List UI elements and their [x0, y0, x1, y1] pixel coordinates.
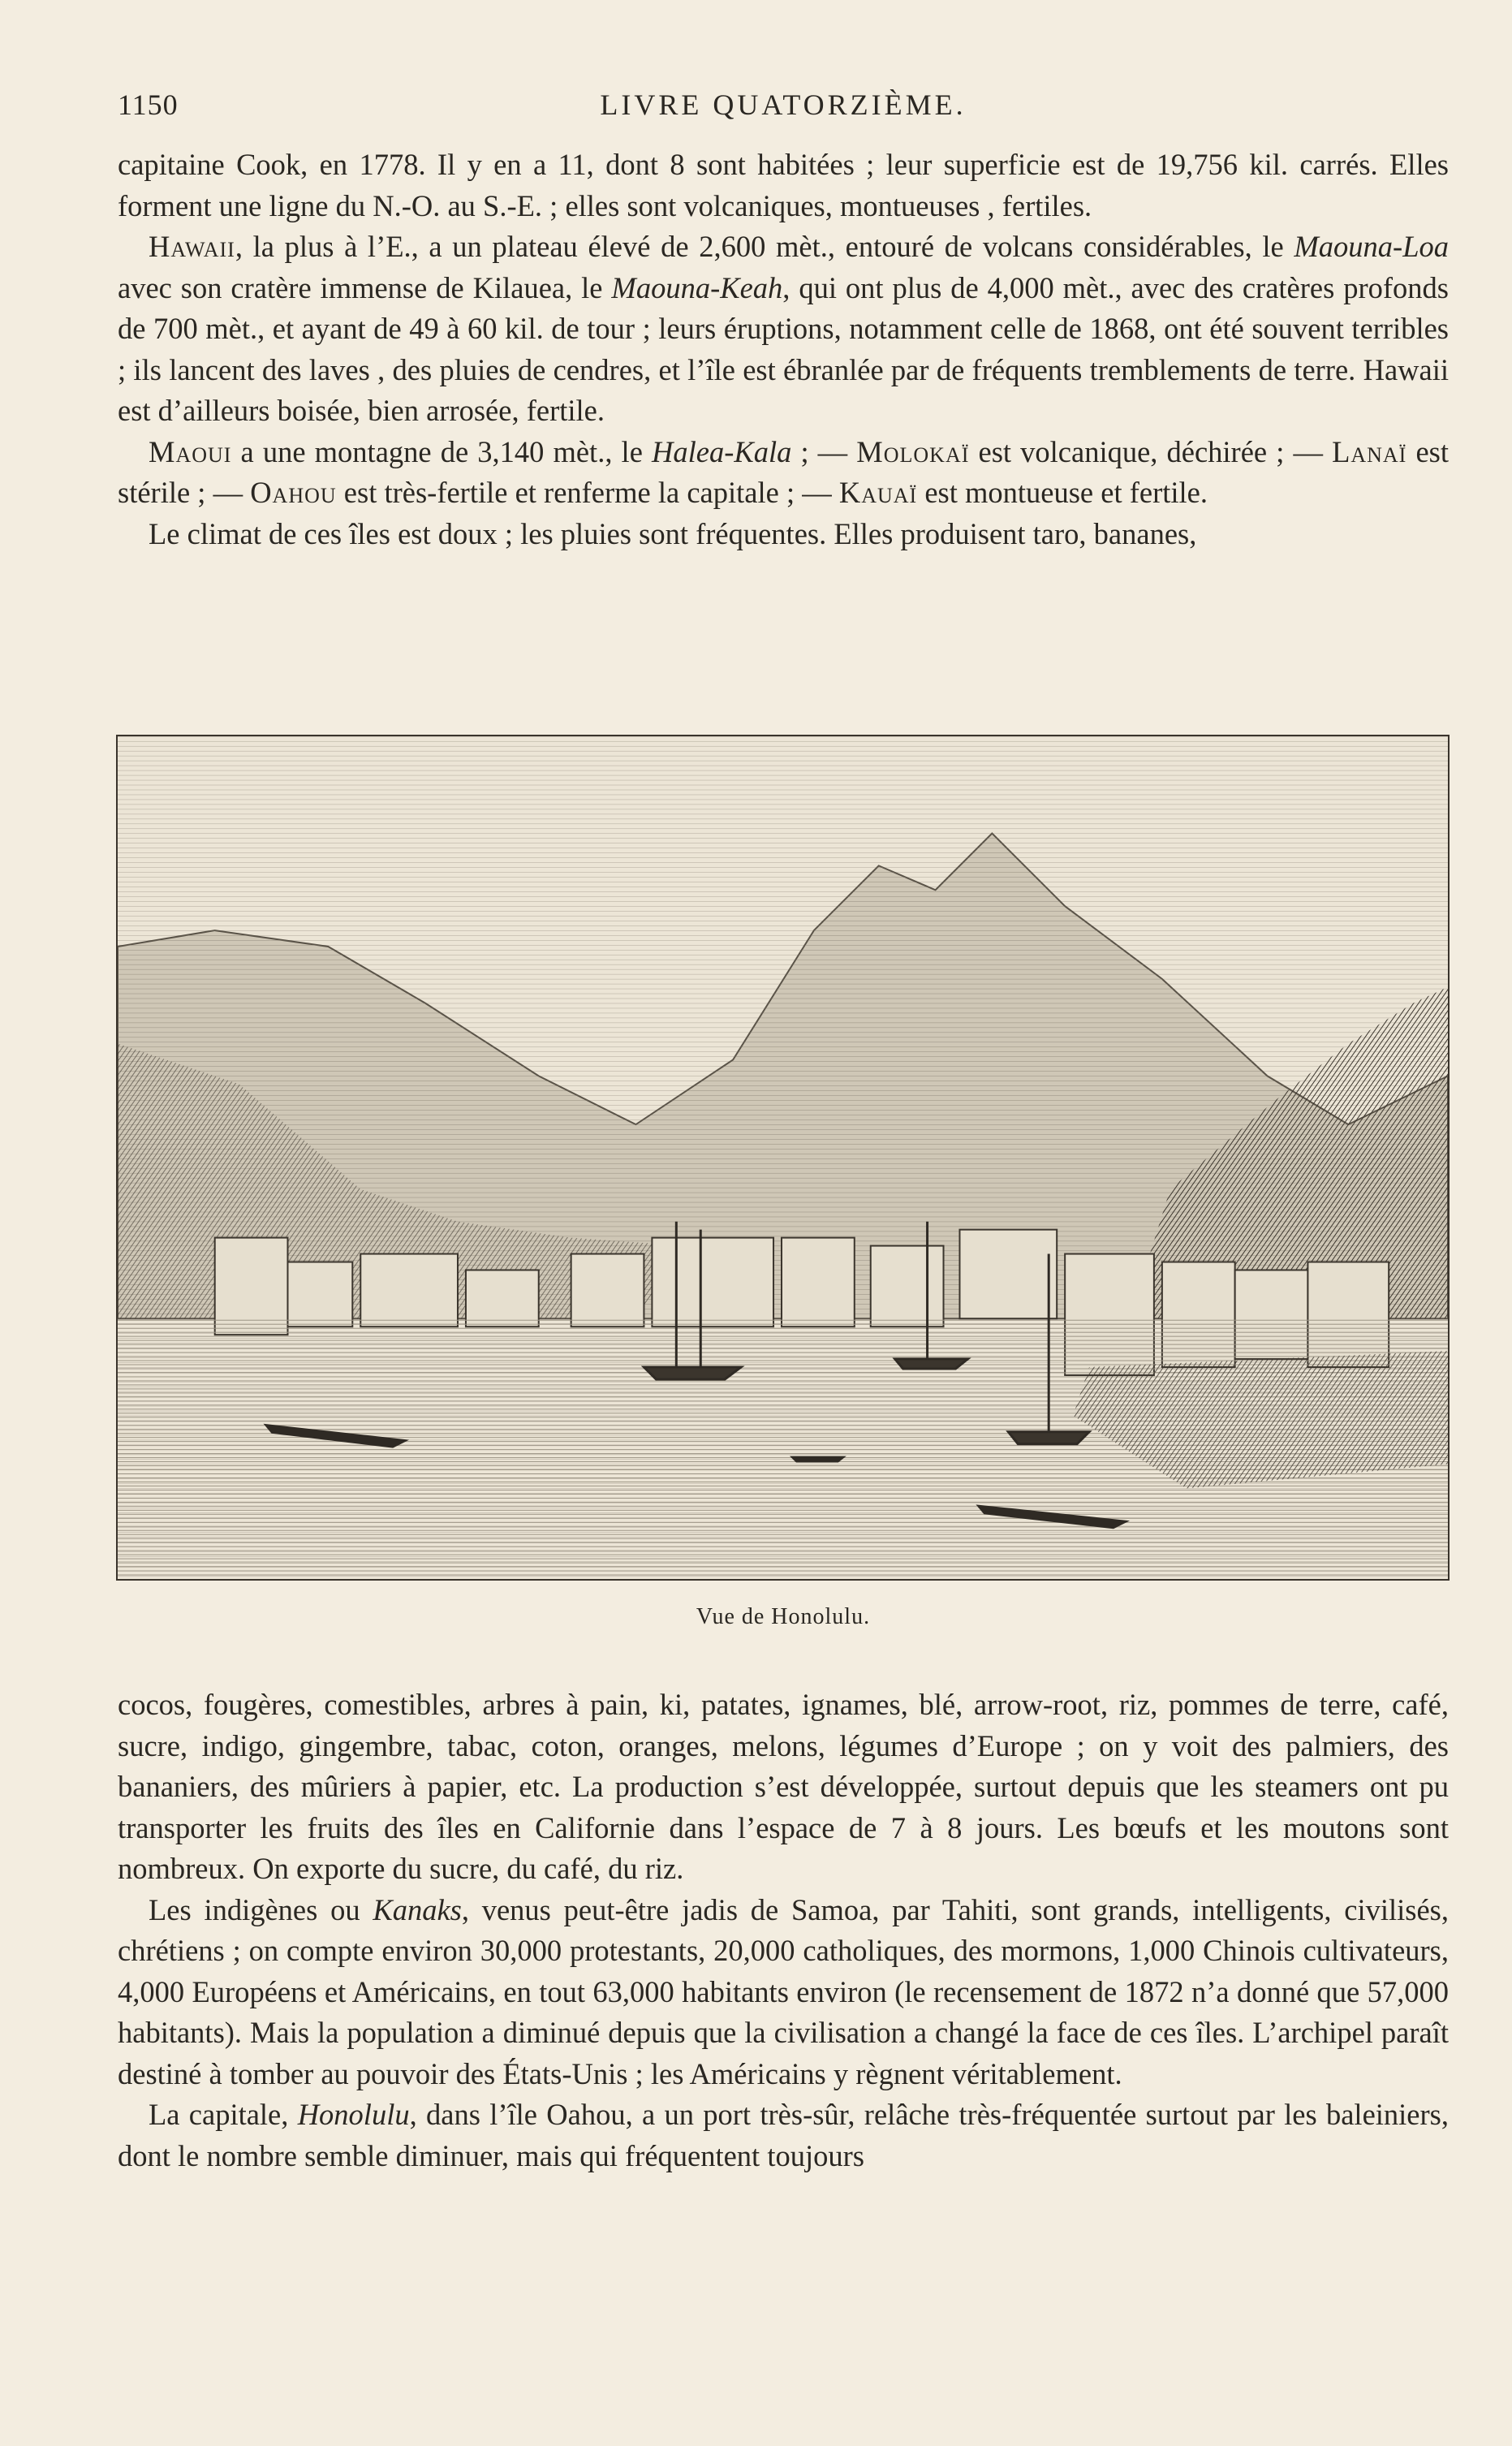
- island-name: Oahou: [250, 476, 337, 509]
- people-name: Kanaks: [373, 1892, 462, 1926]
- top-text-block: [118, 145, 1449, 554]
- paragraph: capitaine Cook, en 1778. Il y en a 11, dont 8 sont habitées ; leur superficie est de 19,756 kil. carrés. Elles forment une ligne du N.-O. au S.-E. ; elles sont volcaniques, montueuses , fertiles.: [118, 148, 1449, 222]
- bottom-text-block: [118, 1685, 1449, 2176]
- mountain-name: Halea-Kala: [652, 434, 792, 468]
- running-title: LIVRE QUATORZIÈME.: [600, 88, 967, 121]
- paragraph-maoui: Maoui a une montagne de 3,140 mèt., le Halea-Kala ; — Molokaï est volcanique, déchirée ; — Lanaï est stérile ; — Oahou est très-fertile et renferme la capitale ; — Kauaï est montueuse et fertile.: [118, 434, 1450, 509]
- paragraph-honolulu: La capitale, Honolulu, dans l’île Oahou, a un port très-sûr, relâche très-fréquentée surtout par les baleiniers, dont le nombre semble diminuer, mais qui fréquentent toujours: [118, 2098, 1449, 2172]
- city-name: Honolulu: [297, 2098, 410, 2131]
- figure-caption: Vue de Honolulu.: [696, 1604, 871, 1629]
- paragraph: cocos, fougères, comestibles, arbres à pain, ki, patates, ignames, blé, arrow-root, riz, pommes de terre, café, sucre, indigo, gingembre, tabac, coton, oranges, melons, légumes d’Europe ; on y voit des palmiers, des bananiers, des mûriers à papier, etc. La production s’est développée, surtout depuis que les steamers ont pu transporter les fruits des îles en Californie dans l’espace de 7 à 8 jours. Les bœufs et les moutons sont nombreux. On exporte du sucre, du café, du riz.: [118, 1688, 1449, 1885]
- engraving-illustration: [118, 736, 1448, 1579]
- island-name: Lanaï: [1332, 434, 1407, 468]
- honolulu-engraving: [116, 735, 1450, 1581]
- island-name: Molokaï: [856, 434, 970, 468]
- paragraph-kanaks: Les indigènes ou Kanaks, venus peut-être jadis de Samoa, par Tahiti, sont grands, intelligents, civilisés, chrétiens ; on compte environ 30,000 protestants, 20,000 catholiques, des mormons, 1,000 Chinois cultivateurs, 4,000 Européens et Américains, en tout 63,000 habitants environ (le recensement de 1872 n’a donné que 57,000 habitants). Mais la population a diminué depuis que la civilisation a changé la face de ces îles. L’archipel paraît destiné à tomber au pouvoir des États-Unis ; les Américains y règnent véritablement.: [118, 1892, 1450, 2090]
- island-name: Maoui: [149, 434, 232, 468]
- volcano-name: Maouna-Keah: [611, 270, 783, 304]
- page-header: [118, 88, 1449, 128]
- paragraph: Le climat de ces îles est doux ; les pluies sont fréquentes. Elles produisent taro, bananes,: [149, 516, 1197, 550]
- volcano-name: Maouna-Loa: [1294, 230, 1449, 263]
- page-number: 1150: [118, 88, 179, 121]
- island-name: Kauaï: [838, 476, 918, 509]
- island-name: Hawaii: [149, 230, 235, 263]
- paragraph-hawaii: Hawaii, la plus à l’E., a un plateau élevé de 2,600 mèt., entouré de volcans considérables, le Maouna-Loa avec son cratère immense de Kilauea, le Maouna-Keah, qui ont plus de 4,000 mèt., avec des cratères profonds de 700 mèt., et ayant de 49 à 60 kil. de tour ; leurs éruptions, notamment celle de 1868, ont été souvent terribles ; ils lancent des laves , des pluies de cendres, et l’île est ébranlée par de fréquents tremblements de terre. Hawaii est d’ailleurs boisée, bien arrosée, fertile.: [118, 230, 1449, 427]
